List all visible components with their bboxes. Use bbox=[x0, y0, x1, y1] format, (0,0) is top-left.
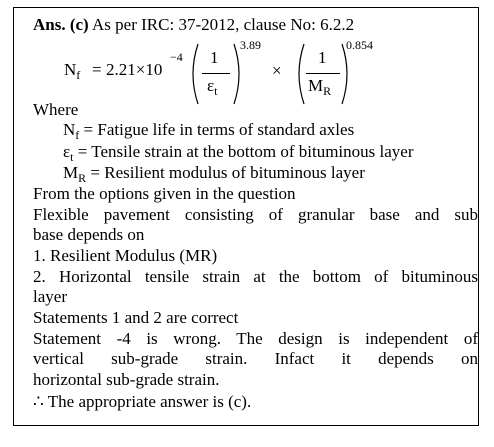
right-paren bbox=[342, 44, 347, 104]
formula-coefficient: 2.21×10 bbox=[106, 60, 163, 79]
answer-label: Ans. (c) bbox=[33, 15, 89, 34]
formula-coefficient-exponent: −4 bbox=[170, 50, 183, 64]
flexible-line-1: Flexible pavement consisting of granular base and sub bbox=[33, 205, 478, 224]
options-line: From the options given in the question bbox=[33, 184, 296, 203]
list-item-1: 1. Resilient Modulus (MR) bbox=[33, 246, 218, 265]
answer-heading bbox=[33, 15, 354, 35]
fraction-2-denominator: $M_R$ bbox=[308, 76, 332, 98]
fraction-1-exponent: 3.89 bbox=[240, 38, 261, 52]
definition-nf: $N_f$ = Fatigue life in terms of standard axles bbox=[63, 120, 355, 142]
left-paren bbox=[299, 44, 304, 104]
definition-mr: $M_R$ = Resilient modulus of bituminous layer bbox=[63, 163, 365, 185]
conclusion-text: The appropriate answer is (c). bbox=[47, 392, 252, 411]
left-paren bbox=[193, 44, 198, 104]
fraction-2-bar bbox=[306, 73, 340, 74]
fraction-1-numerator: 1 bbox=[210, 48, 219, 67]
therefore-symbol: ∴ bbox=[33, 392, 44, 411]
conclusion bbox=[33, 392, 251, 412]
formula-times: × bbox=[272, 61, 282, 80]
fraction-2-numerator: 1 bbox=[318, 48, 327, 67]
right-paren bbox=[234, 44, 239, 104]
list-item-2-line-1: 2. Horizontal tensile strain at the bottom of bituminous bbox=[33, 267, 478, 286]
answer-box bbox=[13, 7, 479, 426]
answer-reference: As per IRC: 37-2012, clause No: 6.2.2 bbox=[92, 15, 355, 34]
fraction-1-denominator: $\varepsilon_t$ bbox=[207, 76, 218, 98]
flexible-line-2: base depends on bbox=[33, 225, 145, 244]
statement-wrong-line-3: horizontal sub-grade strain. bbox=[33, 370, 220, 389]
list-item-2-line-2: layer bbox=[33, 287, 67, 306]
fatigue-formula bbox=[64, 38, 404, 110]
fraction-2-exponent: 0.854 bbox=[346, 38, 373, 52]
formula-lhs: $N_f$ bbox=[64, 60, 81, 82]
formula-equals: = bbox=[92, 60, 102, 79]
where-label: Where bbox=[33, 100, 79, 119]
statements-correct: Statements 1 and 2 are correct bbox=[33, 308, 239, 327]
statement-wrong-line-1: Statement -4 is wrong. The design is independent of bbox=[33, 329, 478, 348]
statement-wrong-line-2: vertical sub-grade strain. Infact it depends on bbox=[33, 349, 478, 368]
definition-et: $\varepsilon_t$ = Tensile strain at the bottom of bituminous layer bbox=[63, 142, 414, 164]
fraction-1-bar bbox=[202, 73, 230, 74]
